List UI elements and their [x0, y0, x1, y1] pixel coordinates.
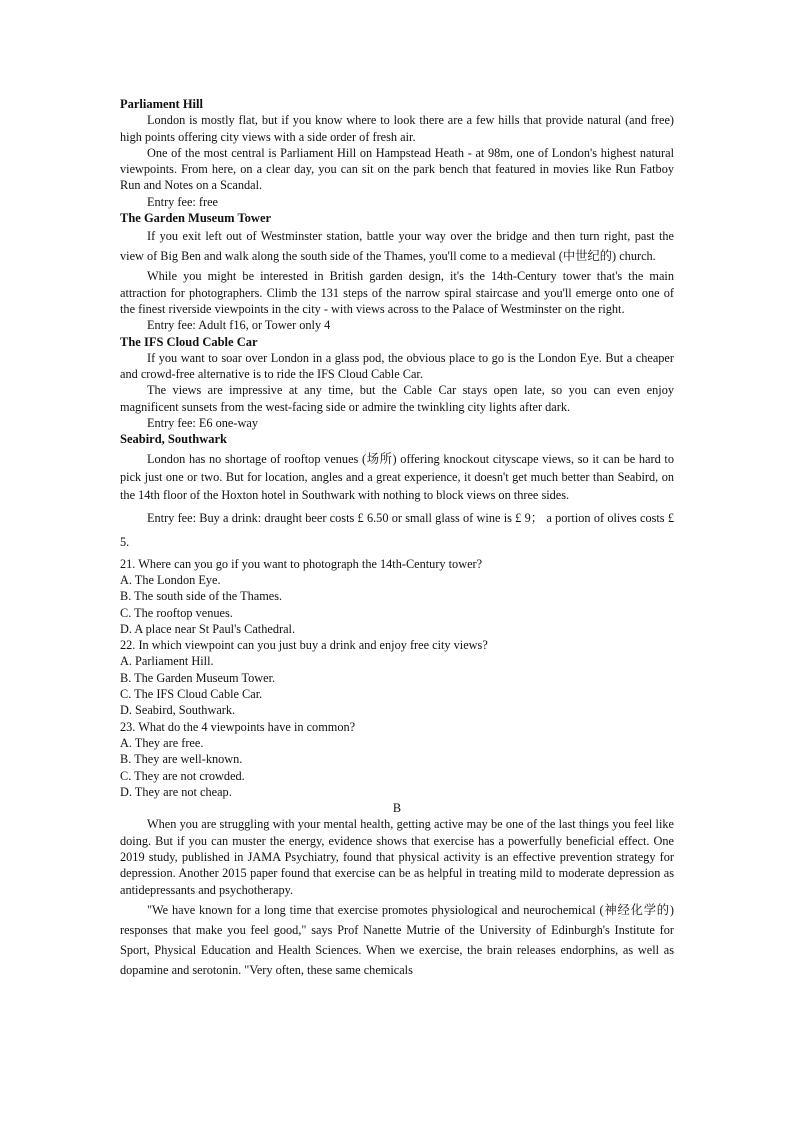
section-title: Seabird, Southwark	[120, 432, 227, 447]
question-stem: 21. Where can you go if you want to photograph the 14th-Century tower?	[120, 556, 483, 571]
question-stem: 22. In which viewpoint can you just buy a drink and enjoy free city views?	[120, 638, 488, 653]
question	[120, 637, 674, 718]
entry-fee: Entry fee: free	[147, 194, 219, 209]
section-ifs-cloud-cable-car	[120, 334, 674, 432]
answer-option: A. The London Eye.	[120, 572, 221, 587]
entry-fee: Entry fee: Buy a drink: draught beer costs £ 6.50 or small glass of wine is £ 9； a portion of olives costs £ 5.	[120, 510, 674, 549]
entry-fee: Entry fee: E6 one-way	[147, 416, 258, 431]
section-title: Parliament Hill	[120, 97, 203, 111]
section-garden-museum-tower	[120, 210, 674, 333]
question-stem: 23. What do the 4 viewpoints have in common?	[120, 719, 356, 734]
paragraph: The views are impressive at any time, but the Cable Car stays open late, so you can even enjoy magnificent sunsets from the west-facing side or admire the twinkling city lights after dark.	[120, 383, 674, 414]
question-list	[120, 556, 674, 800]
question	[120, 556, 674, 637]
answer-option: C. The IFS Cloud Cable Car.	[120, 687, 263, 702]
answer-option: A. They are free.	[120, 735, 204, 750]
document-body	[120, 96, 674, 980]
answer-option: A. Parliament Hill.	[120, 654, 214, 669]
section-parliament-hill	[120, 96, 674, 210]
answer-option: B. The south side of the Thames.	[120, 589, 283, 604]
answer-option: D. They are not cheap.	[120, 784, 232, 799]
section-title: The IFS Cloud Cable Car	[120, 334, 258, 349]
paragraph: When you are struggling with your mental health, getting active may be one of the last things you feel like doing. But if you can muster the energy, evidence shows that exercise has a powerfully beneficial effect. One 2019 study, published in JAMA Psychiatry, found that physical activity is an effective prevention strategy for depression. Another 2015 paper found that exercise can be as helpful in treating mild to moderate depression as antidepressants and psychotherapy.	[120, 817, 674, 897]
paragraph: While you might be interested in British garden design, it's the 14th-Century tower that's the main attraction for photographers. Climb the 131 steps of the narrow spiral staircase and you'll emerge onto one of the finest riverside viewpoints in the city - with views across to the Palace of Westminster on the right.	[120, 269, 674, 316]
section-seabird-southwark	[120, 431, 674, 553]
section-title: The Garden Museum Tower	[120, 211, 272, 226]
paragraph: London is mostly flat, but if you know where to look there are a few hills that provide natural (and free) high points offering city views with a side order of fresh air.	[120, 113, 674, 144]
passage-label: B	[392, 801, 402, 816]
entry-fee: Entry fee: Adult f16, or Tower only 4	[147, 318, 331, 333]
paragraph: One of the most central is Parliament Hill on Hampstead Heath - at 98m, one of London's highest natural viewpoints. From here, on a clear day, you can sit on the park bench that featured in movies like Run Fatboy Run and Notes on a Scandal.	[120, 145, 674, 193]
answer-option: B. The Garden Museum Tower.	[120, 670, 276, 685]
paragraph: If you exit left out of Westminster station, battle your way over the bridge and then turn right, past the view of Big Ben and walk along the south side of the Thames, you'll come to a medieval (中世纪的) church.	[120, 229, 674, 264]
question	[120, 719, 674, 800]
answer-option: D. A place near St Paul's Cathedral.	[120, 621, 296, 636]
passage-b	[120, 800, 674, 980]
answer-option: C. They are not crowded.	[120, 768, 245, 783]
paragraph: "We have known for a long time that exercise promotes physiological and neurochemical (神经化学的) responses that make you feel good," says Prof Nanette Mutrie of the University of Edinburgh's Institute for Sport, Physical Education and Health Sciences. When we exercise, the brain releases endorphins, as well as dopamine and serotonin. "Very often, these same chemicals	[120, 902, 674, 977]
paragraph: If you want to soar over London in a glass pod, the obvious place to go is the London Eye. But a cheaper and crowd-free alternative is to ride the IFS Cloud Cable Car.	[120, 350, 674, 382]
answer-option: B. They are well-known.	[120, 752, 243, 767]
answer-option: D. Seabird, Southwark.	[120, 703, 236, 718]
answer-option: C. The rooftop venues.	[120, 605, 233, 620]
paragraph: London has no shortage of rooftop venues (场所) offering knockout cityscape views, so it can be hard to pick just one or two. But for location, angles and a great experience, it doesn't get much better than Seabird, on the 14th floor of the Hoxton hotel in Southwark with nothing to block views on three sides.	[120, 451, 674, 502]
